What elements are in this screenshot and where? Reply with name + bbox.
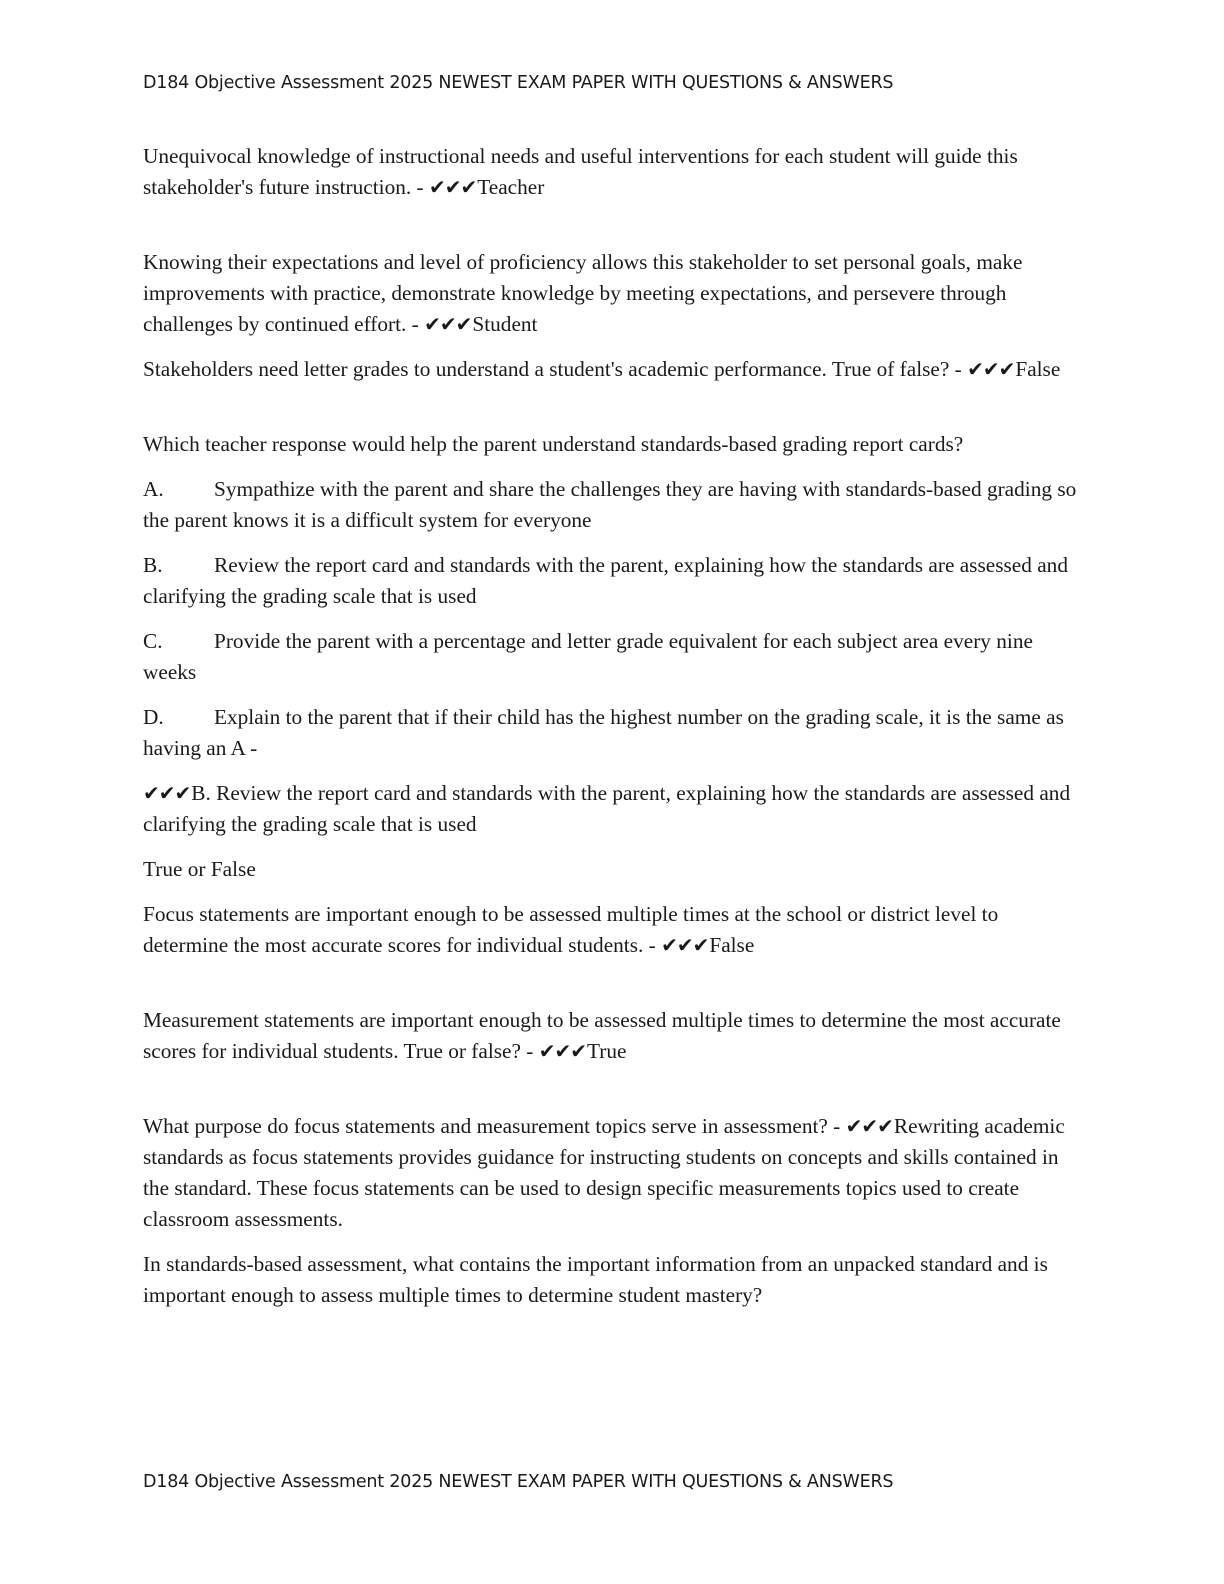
checkmark-icon: ✔✔✔ — [845, 1114, 893, 1138]
checkmark-icon: ✔✔✔ — [424, 312, 472, 336]
question-text: Knowing their expectations and level of proficiency allows this stakeholder to set personal goals, make improvements with practice, demonstrate knowledge by meeting expectations, and persevere through challenges by continued effort. - — [143, 250, 1023, 336]
option-text: Sympathize with the parent and share the challenges they are having with standards-based grading so the parent knows it is a difficult system for everyone — [143, 477, 1077, 532]
option-letter: B. — [143, 553, 163, 577]
answer-text: Rewriting academic standards as focus statements provides guidance for instructing students on concepts and skills contained in the standard. These focus statements can be used to design specific measurements topics used to create classroom assessments. — [143, 1114, 1065, 1231]
option-a — [143, 474, 1083, 536]
page-header: D184 Objective Assessment 2025 NEWEST EXAM PAPER WITH QUESTIONS & ANSWERS — [143, 73, 894, 93]
option-d — [143, 702, 1083, 764]
question-5-intro: True or False — [143, 857, 256, 881]
question-7 — [143, 1111, 1083, 1235]
answer-text: Teacher — [477, 175, 545, 199]
option-b — [143, 550, 1083, 612]
page-footer: D184 Objective Assessment 2025 NEWEST EXAM PAPER WITH QUESTIONS & ANSWERS — [143, 1472, 894, 1492]
option-letter: C. — [143, 629, 163, 653]
checkmark-icon: ✔✔✔ — [143, 781, 191, 805]
option-c — [143, 626, 1083, 688]
question-text: Measurement statements are important enough to be assessed multiple times to determine the most accurate scores for individual students. True or false? - — [143, 1008, 1061, 1063]
question-text: Unequivocal knowledge of instructional needs and useful interventions for each student will guide this stakeholder's future instruction. - — [143, 144, 1018, 199]
answer-text: Student — [472, 312, 538, 336]
question-1 — [143, 141, 1083, 203]
checkmark-icon: ✔✔✔ — [661, 933, 709, 957]
answer-text: False — [709, 933, 755, 957]
checkmark-icon: ✔✔✔ — [967, 357, 1015, 381]
option-letter: A. — [143, 477, 164, 501]
answer-text: B. Review the report card and standards with the parent, explaining how the standards are assessed and clarifying the grading scale that is used — [143, 781, 1071, 836]
option-text: Provide the parent with a percentage and letter grade equivalent for each subject area every nine weeks — [143, 629, 1033, 684]
question-text: Focus statements are important enough to be assessed multiple times at the school or district level to determine the most accurate scores for individual students. - — [143, 902, 999, 957]
option-text: Explain to the parent that if their child has the highest number on the grading scale, it is the same as having an A - — [143, 705, 1064, 760]
question-text: What purpose do focus statements and measurement topics serve in assessment? - — [143, 1114, 846, 1138]
question-6 — [143, 1005, 1083, 1067]
document-body — [143, 141, 1083, 1325]
answer-4 — [143, 778, 1083, 840]
checkmark-icon: ✔✔✔ — [538, 1039, 586, 1063]
option-text: Review the report card and standards with the parent, explaining how the standards are assessed and clarifying the grading scale that is used — [143, 553, 1068, 608]
question-5 — [143, 899, 1083, 961]
option-letter: D. — [143, 705, 164, 729]
question-8: In standards-based assessment, what contains the important information from an unpacked standard and is important enough to assess multiple times to determine student mastery? — [143, 1252, 1048, 1307]
question-text: Stakeholders need letter grades to understand a student's academic performance. True of false? - — [143, 357, 968, 381]
checkmark-icon: ✔✔✔ — [428, 175, 477, 199]
question-4: Which teacher response would help the parent understand standards-based grading report cards? — [143, 432, 964, 456]
question-3 — [143, 354, 1083, 385]
answer-text: False — [1015, 357, 1061, 381]
question-2 — [143, 247, 1083, 340]
answer-text: True — [586, 1039, 627, 1063]
